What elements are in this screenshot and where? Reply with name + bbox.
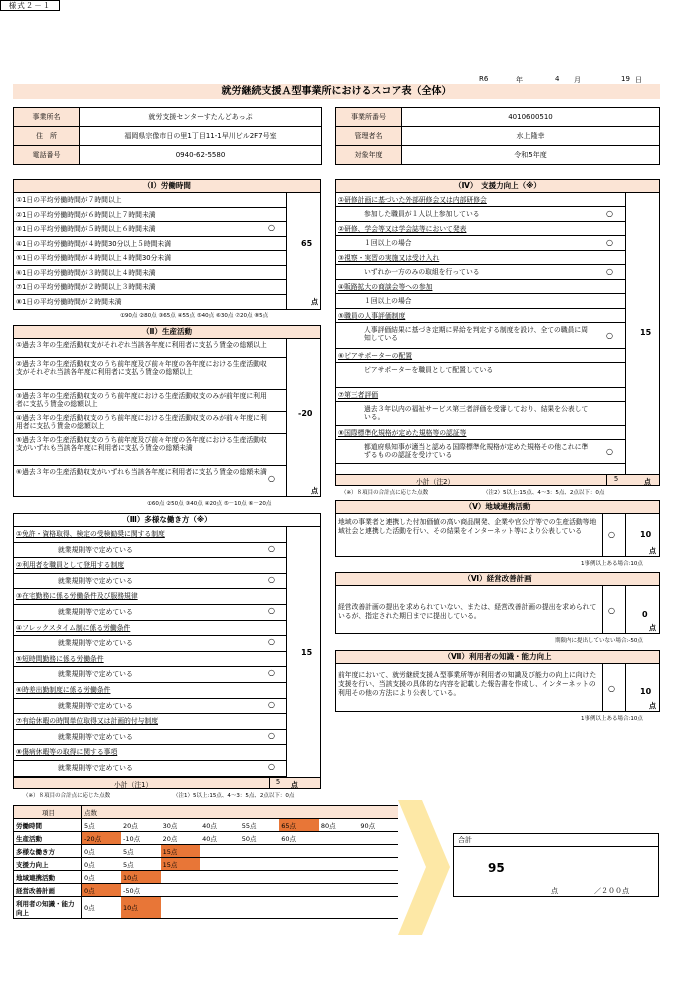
support-item xyxy=(336,193,625,207)
section-diverse-work xyxy=(13,513,321,789)
diverse-work-sub xyxy=(14,605,286,621)
support-item xyxy=(336,309,625,323)
diverse-work-sub-label: 就業規則等で定めている xyxy=(58,576,133,585)
production-row xyxy=(14,412,286,434)
labor-hours-row-label: ③1日の平均労働時間が５時間以上６時間未満 xyxy=(16,225,156,233)
regional-note: 1事例以上ある場合:10点 xyxy=(581,561,643,567)
address-label: 住 所 xyxy=(14,127,80,146)
support-mark: ○ xyxy=(606,238,613,247)
page-title: 就労継続支援Ａ型事業所におけるスコア表（全体） xyxy=(13,84,660,99)
diverse-work-mark: ○ xyxy=(268,730,275,740)
phone: 0940-62-5580 xyxy=(80,146,322,165)
support-sub-label: １回以上の場合 xyxy=(364,239,412,247)
office-name: 就労支援センターすたんどあっぷ xyxy=(80,108,322,127)
support-item-label: ⑧国際標準化規格が定めた規格等の認証等 xyxy=(338,429,467,437)
summary-row-label: 支援力向上 xyxy=(14,858,82,871)
diverse-work-item-label: ⑥時差出勤制度に係る労働条件 xyxy=(16,685,111,694)
diverse-work-sub-label: 就業規則等で定めている xyxy=(58,545,133,554)
support-item-label: ⑥ピアサポーターの配置 xyxy=(338,352,413,360)
summary-cell: 15点 xyxy=(161,858,201,871)
support-subtotal-label: 小計（注2） xyxy=(416,478,455,486)
diverse-work-item-label: ⑦有給休暇の時間単位取得又は計画的付与制度 xyxy=(16,717,159,726)
section-regional-title: （Ⅴ）地域連携活動 xyxy=(336,501,659,514)
diverse-work-item xyxy=(14,652,286,668)
summary-cell: 65点 xyxy=(279,819,319,832)
office-no: 4010600510 xyxy=(402,108,660,127)
support-item-label: ⑤職員の人事評価制度 xyxy=(338,312,406,320)
production-row-label: ③過去３年の生産活動収支のうち前年度における生産活動収支のみが前年度に利用者に支払う賃金の総額以上 xyxy=(16,392,267,408)
labor-hours-row xyxy=(14,266,286,281)
production-row xyxy=(14,358,286,390)
section-labor-hours xyxy=(13,179,321,310)
production-row xyxy=(14,466,286,496)
support-sub-label: 過去３年以内の福祉サービス第三者評価を受審しており、結果を公表している。 xyxy=(364,405,589,421)
support-mark: ○ xyxy=(606,330,613,340)
labor-hours-row-label: ⑥1日の平均労働時間が３時間以上４時間未満 xyxy=(16,268,156,277)
summary-row xyxy=(14,884,399,897)
summary-row xyxy=(14,819,399,832)
address: 福岡県宗像市日の里1丁目11-1早川ビル2F7号室 xyxy=(80,127,322,146)
production-row-label: ⑤過去３年の生産活動収支のうち前年度及び前々年度の各年度における生産活動収支がいずれも当該各年度に利用者に支払う賃金の総額未満 xyxy=(16,436,267,452)
support-sub xyxy=(336,440,625,464)
office-name-label: 事業所名 xyxy=(14,108,80,127)
user-skills-text: 前年度において、就労継続支援Ａ型事業所等が利用者の知識及び能力の向上に向けた支援を行い、当該支援の具体的な内容を記載した報告書を作成し、インターネットの利用その他の方法により公表している。 xyxy=(338,671,597,697)
labor-hours-score: 65 xyxy=(301,239,313,248)
diverse-work-item xyxy=(14,527,286,543)
diverse-work-sub-label: 就業規則等で定めている xyxy=(58,763,133,772)
summary-row-label: 地域連携活動 xyxy=(14,871,82,884)
date-month: 4 xyxy=(555,75,560,83)
summary-cell: 40点 xyxy=(200,819,240,832)
management-unit: 点 xyxy=(649,624,656,632)
date-month-unit: 月 xyxy=(574,76,581,84)
date-day: 19 xyxy=(621,75,630,83)
production-row xyxy=(14,434,286,466)
summary-cell: 0点 xyxy=(81,858,121,871)
diverse-work-item-label: ⑧傷病休暇等の取得に関する事項 xyxy=(16,748,118,757)
summary-cell xyxy=(200,897,240,919)
office-no-label: 事業所番号 xyxy=(336,108,402,127)
diverse-work-sub xyxy=(14,636,286,652)
labor-hours-row-label: ②1日の平均労働時間が６時間以上７時間未満 xyxy=(16,210,156,219)
summary-cell xyxy=(279,897,319,919)
support-item xyxy=(336,426,625,440)
summary-cell: 20点 xyxy=(161,832,201,845)
summary-cell xyxy=(319,845,359,858)
diverse-work-mark: ○ xyxy=(268,668,275,678)
support-sub-label: いずれか一方のみの取組を行っている xyxy=(364,268,480,276)
diverse-work-subtotal: 5 xyxy=(269,778,286,788)
support-item xyxy=(336,388,625,402)
support-sub xyxy=(336,363,625,388)
support-mark: ○ xyxy=(606,267,613,276)
diverse-work-sub xyxy=(14,699,286,715)
summary-cell xyxy=(200,884,240,897)
phone-label: 電話番号 xyxy=(14,146,80,165)
summary-row-label: 労働時間 xyxy=(14,819,82,832)
section-user-skills-title: （Ⅶ）利用者の知識・能力向上 xyxy=(336,651,659,664)
summary-cell: 15点 xyxy=(161,845,201,858)
diverse-work-mark: ○ xyxy=(268,699,275,709)
support-item-label: ⑦第三者評価 xyxy=(338,391,379,399)
section-management-title: （Ⅵ）経営改善計画 xyxy=(336,573,659,586)
summary-row xyxy=(14,897,399,919)
regional-score: 10 xyxy=(640,530,652,539)
diverse-work-item-label: ②利用者を職員として登用する制度 xyxy=(16,561,125,570)
labor-hours-note: ①90点 ②80点 ③65点 ④55点 ⑤40点 ⑥30点 ⑦20点 ⑧5点 xyxy=(120,313,269,319)
labor-hours-mark: ○ xyxy=(268,223,275,232)
section-support xyxy=(335,179,660,486)
diverse-work-note1: （※）８項目の合計点に応じた点数 xyxy=(23,793,111,799)
diverse-work-item-label: ③在宅勤務に係る労働条件及び服務規律 xyxy=(16,592,138,601)
labor-hours-row-label: ⑦1日の平均労働時間が２時間以上３時間未満 xyxy=(16,283,156,291)
summary-cell xyxy=(200,845,240,858)
summary-row xyxy=(14,832,399,845)
diverse-work-subtotal-unit: 点 xyxy=(291,781,298,789)
summary-cell: 0点 xyxy=(81,845,121,858)
summary-cell: 20点 xyxy=(121,819,161,832)
summary-cell: 0点 xyxy=(81,897,121,919)
support-mark: ○ xyxy=(606,446,613,456)
diverse-work-mark: ○ xyxy=(268,543,275,553)
section-regional xyxy=(335,500,660,557)
summary-cell xyxy=(240,858,280,871)
total-box xyxy=(453,833,659,897)
support-mark: ○ xyxy=(606,209,613,218)
summary-header-points: 点数 xyxy=(81,806,398,819)
support-sub-label: ピアサポーターを職員として配置している xyxy=(364,366,494,374)
labor-hours-row xyxy=(14,208,286,223)
summary-cell: 10点 xyxy=(121,897,161,919)
support-sub-label: 都道府県知事が適当と認める国際標準化規格が定めた規格その他これに準ずるものの認証を受けている xyxy=(364,443,589,459)
manager-label: 管理者名 xyxy=(336,127,402,146)
summary-cell xyxy=(240,884,280,897)
user-skills-note: 1事例以上ある場合:10点 xyxy=(581,716,643,722)
labor-hours-row-label: ④1日の平均労働時間が４時間30分以上５時間未満 xyxy=(16,239,172,248)
support-sub xyxy=(336,323,625,349)
summary-cell xyxy=(358,897,398,919)
summary-cell xyxy=(319,832,359,845)
section-diverse-work-title: （Ⅲ）多様な働き方（※） xyxy=(14,514,320,527)
summary-cell xyxy=(200,858,240,871)
support-sub-label: １回以上の場合 xyxy=(364,297,412,305)
summary-cell xyxy=(240,897,280,919)
support-subtotal: 5 xyxy=(606,475,625,485)
management-mark: ○ xyxy=(608,606,615,615)
support-item-label: ④販路拡大の商談会等への参加 xyxy=(338,283,433,291)
summary-cell: 55点 xyxy=(240,819,280,832)
summary-cell xyxy=(358,871,398,884)
diverse-work-item xyxy=(14,558,286,574)
summary-cell xyxy=(358,845,398,858)
summary-row xyxy=(14,871,399,884)
production-score: -20 xyxy=(298,409,313,418)
support-item-label: ②研修、学会等又は学会誌等において発表 xyxy=(338,225,467,233)
summary-cell: -20点 xyxy=(81,832,121,845)
section-management xyxy=(335,572,660,634)
summary-cell xyxy=(319,871,359,884)
summary-cell: 0点 xyxy=(81,884,121,897)
diverse-work-item xyxy=(14,683,286,699)
support-sub xyxy=(336,294,625,309)
summary-cell xyxy=(319,884,359,897)
labor-hours-row xyxy=(14,222,286,237)
production-unit: 点 xyxy=(311,487,318,495)
summary-cell: -10点 xyxy=(121,832,161,845)
diverse-work-sub xyxy=(14,730,286,746)
labor-hours-unit: 点 xyxy=(311,298,318,306)
info-table xyxy=(13,107,660,165)
labor-hours-row xyxy=(14,280,286,295)
regional-unit: 点 xyxy=(649,547,656,555)
management-text: 経営改善計画の提出を求められていない、または、経営改善計画の提出を求められているが、指定された期日までに提出している。 xyxy=(338,603,597,620)
summary-cell: 30点 xyxy=(161,819,201,832)
production-row-label: ④過去３年の生産活動収支のうち前年度における生産活動収支のみが前々年度に利用者に支払う賃金の総額以上 xyxy=(16,414,267,430)
support-sub-label: 人事評価結果に基づき定期に昇給を判定する制度を設け、全ての職員に周知している xyxy=(364,326,589,342)
production-row-label: ②過去３年の生産活動収支のうち前年度及び前々年度の各年度における生産活動収支がそれぞれ当該各年度に利用者に支払う賃金の総額以上 xyxy=(16,360,267,376)
summary-cell xyxy=(358,884,398,897)
support-note2: （注2）5以上:15点、4～3：5点、2点以下：0点 xyxy=(483,490,605,496)
support-score: 15 xyxy=(640,328,652,337)
section-production-title: （Ⅱ）生産活動 xyxy=(14,326,320,339)
support-item xyxy=(336,280,625,294)
labor-hours-row-label: ⑤1日の平均労働時間が４時間以上４時間30分未満 xyxy=(16,254,172,262)
summary-cell: 5点 xyxy=(121,858,161,871)
diverse-work-item-label: ⑤短時間勤務に係る労働条件 xyxy=(16,654,104,663)
labor-hours-row xyxy=(14,295,286,310)
date-year-unit: 年 xyxy=(516,76,523,84)
production-mark: ○ xyxy=(268,474,275,483)
support-sub xyxy=(336,265,625,280)
summary-cell xyxy=(358,832,398,845)
summary-cell xyxy=(358,858,398,871)
production-row-label: ⑥過去３年の生産活動収支がいずれも当該各年度に利用者に支払う賃金の総額未満 xyxy=(16,468,267,476)
support-subtotal-unit: 点 xyxy=(644,478,651,486)
regional-mark: ○ xyxy=(608,530,615,539)
summary-cell: 5点 xyxy=(81,819,121,832)
summary-cell xyxy=(279,845,319,858)
total-label: 合計 xyxy=(454,834,658,847)
summary-row-label: 生産活動 xyxy=(14,832,82,845)
diverse-work-mark: ○ xyxy=(268,605,275,615)
diverse-work-item-label: ④フレックスタイム制に係る労働条件 xyxy=(16,623,131,632)
diverse-work-note2: （注1）5以上:15点、4～3：5点、2点以下：0点 xyxy=(173,793,295,799)
diverse-work-sub-label: 就業規則等で定めている xyxy=(58,639,133,648)
total-unit: 点 xyxy=(551,887,558,895)
diverse-work-item xyxy=(14,621,286,637)
labor-hours-row xyxy=(14,193,286,208)
diverse-work-sub-label: 就業規則等で定めている xyxy=(58,732,133,741)
diverse-work-sub-label: 就業規則等で定めている xyxy=(58,701,133,710)
support-sub xyxy=(336,402,625,426)
support-item-label: ①研修計画に基づいた外部研修会又は内部研修会 xyxy=(338,196,487,204)
summary-header-item: 項目 xyxy=(14,806,82,819)
diverse-work-sub xyxy=(14,574,286,590)
summary-cell xyxy=(279,884,319,897)
summary-cell xyxy=(240,871,280,884)
date-era: R6 xyxy=(479,75,489,83)
summary-cell: 80点 xyxy=(319,819,359,832)
target-year: 令和5年度 xyxy=(402,146,660,165)
diverse-work-sub-label: 就業規則等で定めている xyxy=(58,607,133,616)
production-row xyxy=(14,339,286,358)
summary-cell xyxy=(161,884,201,897)
diverse-work-mark: ○ xyxy=(268,574,275,584)
summary-cell: 5点 xyxy=(121,845,161,858)
form-number: 様式２－１ xyxy=(0,0,60,11)
summary-cell xyxy=(319,897,359,919)
section-support-title: （Ⅳ） 支援力向上（※） xyxy=(336,180,659,193)
summary-row xyxy=(14,845,399,858)
summary-cell xyxy=(279,871,319,884)
year-label: 対象年度 xyxy=(336,146,402,165)
summary-cell: 40点 xyxy=(200,832,240,845)
support-item xyxy=(336,251,625,265)
production-note: ①60点 ②50点 ③40点 ④20点 ⑤－10点 ⑥－20点 xyxy=(147,501,272,507)
support-note1: （※）８項目の合計点に応じた点数 xyxy=(341,490,429,496)
diverse-work-mark: ○ xyxy=(268,637,275,647)
production-row-label: ①過去３年の生産活動収支がそれぞれ当該各年度に利用者に支払う賃金の総額以上 xyxy=(16,341,267,349)
support-sub xyxy=(336,236,625,251)
management-note: 期限内に提出していない場合:-50点 xyxy=(555,638,643,644)
diverse-work-sub xyxy=(14,543,286,559)
user-skills-mark: ○ xyxy=(608,684,615,693)
summary-cell xyxy=(240,845,280,858)
summary-cell: 60点 xyxy=(279,832,319,845)
arrow-right-icon xyxy=(398,800,450,935)
diverse-work-item xyxy=(14,714,286,730)
diverse-work-item xyxy=(14,745,286,761)
diverse-work-mark: ○ xyxy=(268,761,275,771)
summary-cell xyxy=(279,858,319,871)
user-skills-score: 10 xyxy=(640,687,652,696)
support-sub-label: 参加した職員が１人以上参加している xyxy=(364,210,480,218)
summary-row-label: 多様な働き方 xyxy=(14,845,82,858)
date-day-unit: 日 xyxy=(635,76,642,84)
summary-cell xyxy=(161,897,201,919)
section-production xyxy=(13,325,321,497)
labor-hours-row-label: ⑧1日の平均労働時間が２時間未満 xyxy=(16,297,122,306)
support-item xyxy=(336,222,625,236)
manager: 水上隆幸 xyxy=(402,127,660,146)
summary-cell xyxy=(161,871,201,884)
regional-text: 地域の事業者と連携した付加価値の高い商品開発、企業や官公庁等での生産活動等地域社会と連携した活動を行い、その結果をインターネット等により公表している xyxy=(338,518,597,535)
summary-cell: 90点 xyxy=(358,819,398,832)
summary-cell: -50点 xyxy=(121,884,161,897)
summary-cell: 0点 xyxy=(81,871,121,884)
section-labor-hours-title: （Ⅰ）労働時間 xyxy=(14,180,320,193)
diverse-work-subtotal-label: 小計（注1） xyxy=(114,781,153,789)
diverse-work-item xyxy=(14,589,286,605)
support-item-label: ③視察・実習の実施又は受け入れ xyxy=(338,254,440,262)
diverse-work-sub xyxy=(14,761,286,777)
summary-cell xyxy=(200,871,240,884)
summary-row xyxy=(14,858,399,871)
support-sub xyxy=(336,207,625,222)
summary-cell xyxy=(319,858,359,871)
management-score: 0 xyxy=(642,610,648,619)
total-value: 95 xyxy=(488,861,505,875)
diverse-work-item-label: ①免許・資格取得、検定の受検勧奨に関する制度 xyxy=(16,530,165,538)
diverse-work-score: 15 xyxy=(301,648,313,657)
section-user-skills xyxy=(335,650,660,712)
labor-hours-row xyxy=(14,237,286,252)
summary-cell: 50点 xyxy=(240,832,280,845)
labor-hours-row xyxy=(14,251,286,266)
labor-hours-row-label: ①1日の平均労働時間が７時間以上 xyxy=(16,196,122,204)
summary-table xyxy=(13,805,398,919)
summary-row-label: 経営改善計画 xyxy=(14,884,82,897)
diverse-work-sub-label: 就業規則等で定めている xyxy=(58,670,133,679)
total-max: ／２００点 xyxy=(594,887,629,895)
production-row xyxy=(14,390,286,412)
summary-cell: 10点 xyxy=(121,871,161,884)
diverse-work-sub xyxy=(14,667,286,683)
summary-row-label: 利用者の知識・能力向上 xyxy=(14,897,82,919)
support-item xyxy=(336,349,625,363)
user-skills-unit: 点 xyxy=(649,702,656,710)
